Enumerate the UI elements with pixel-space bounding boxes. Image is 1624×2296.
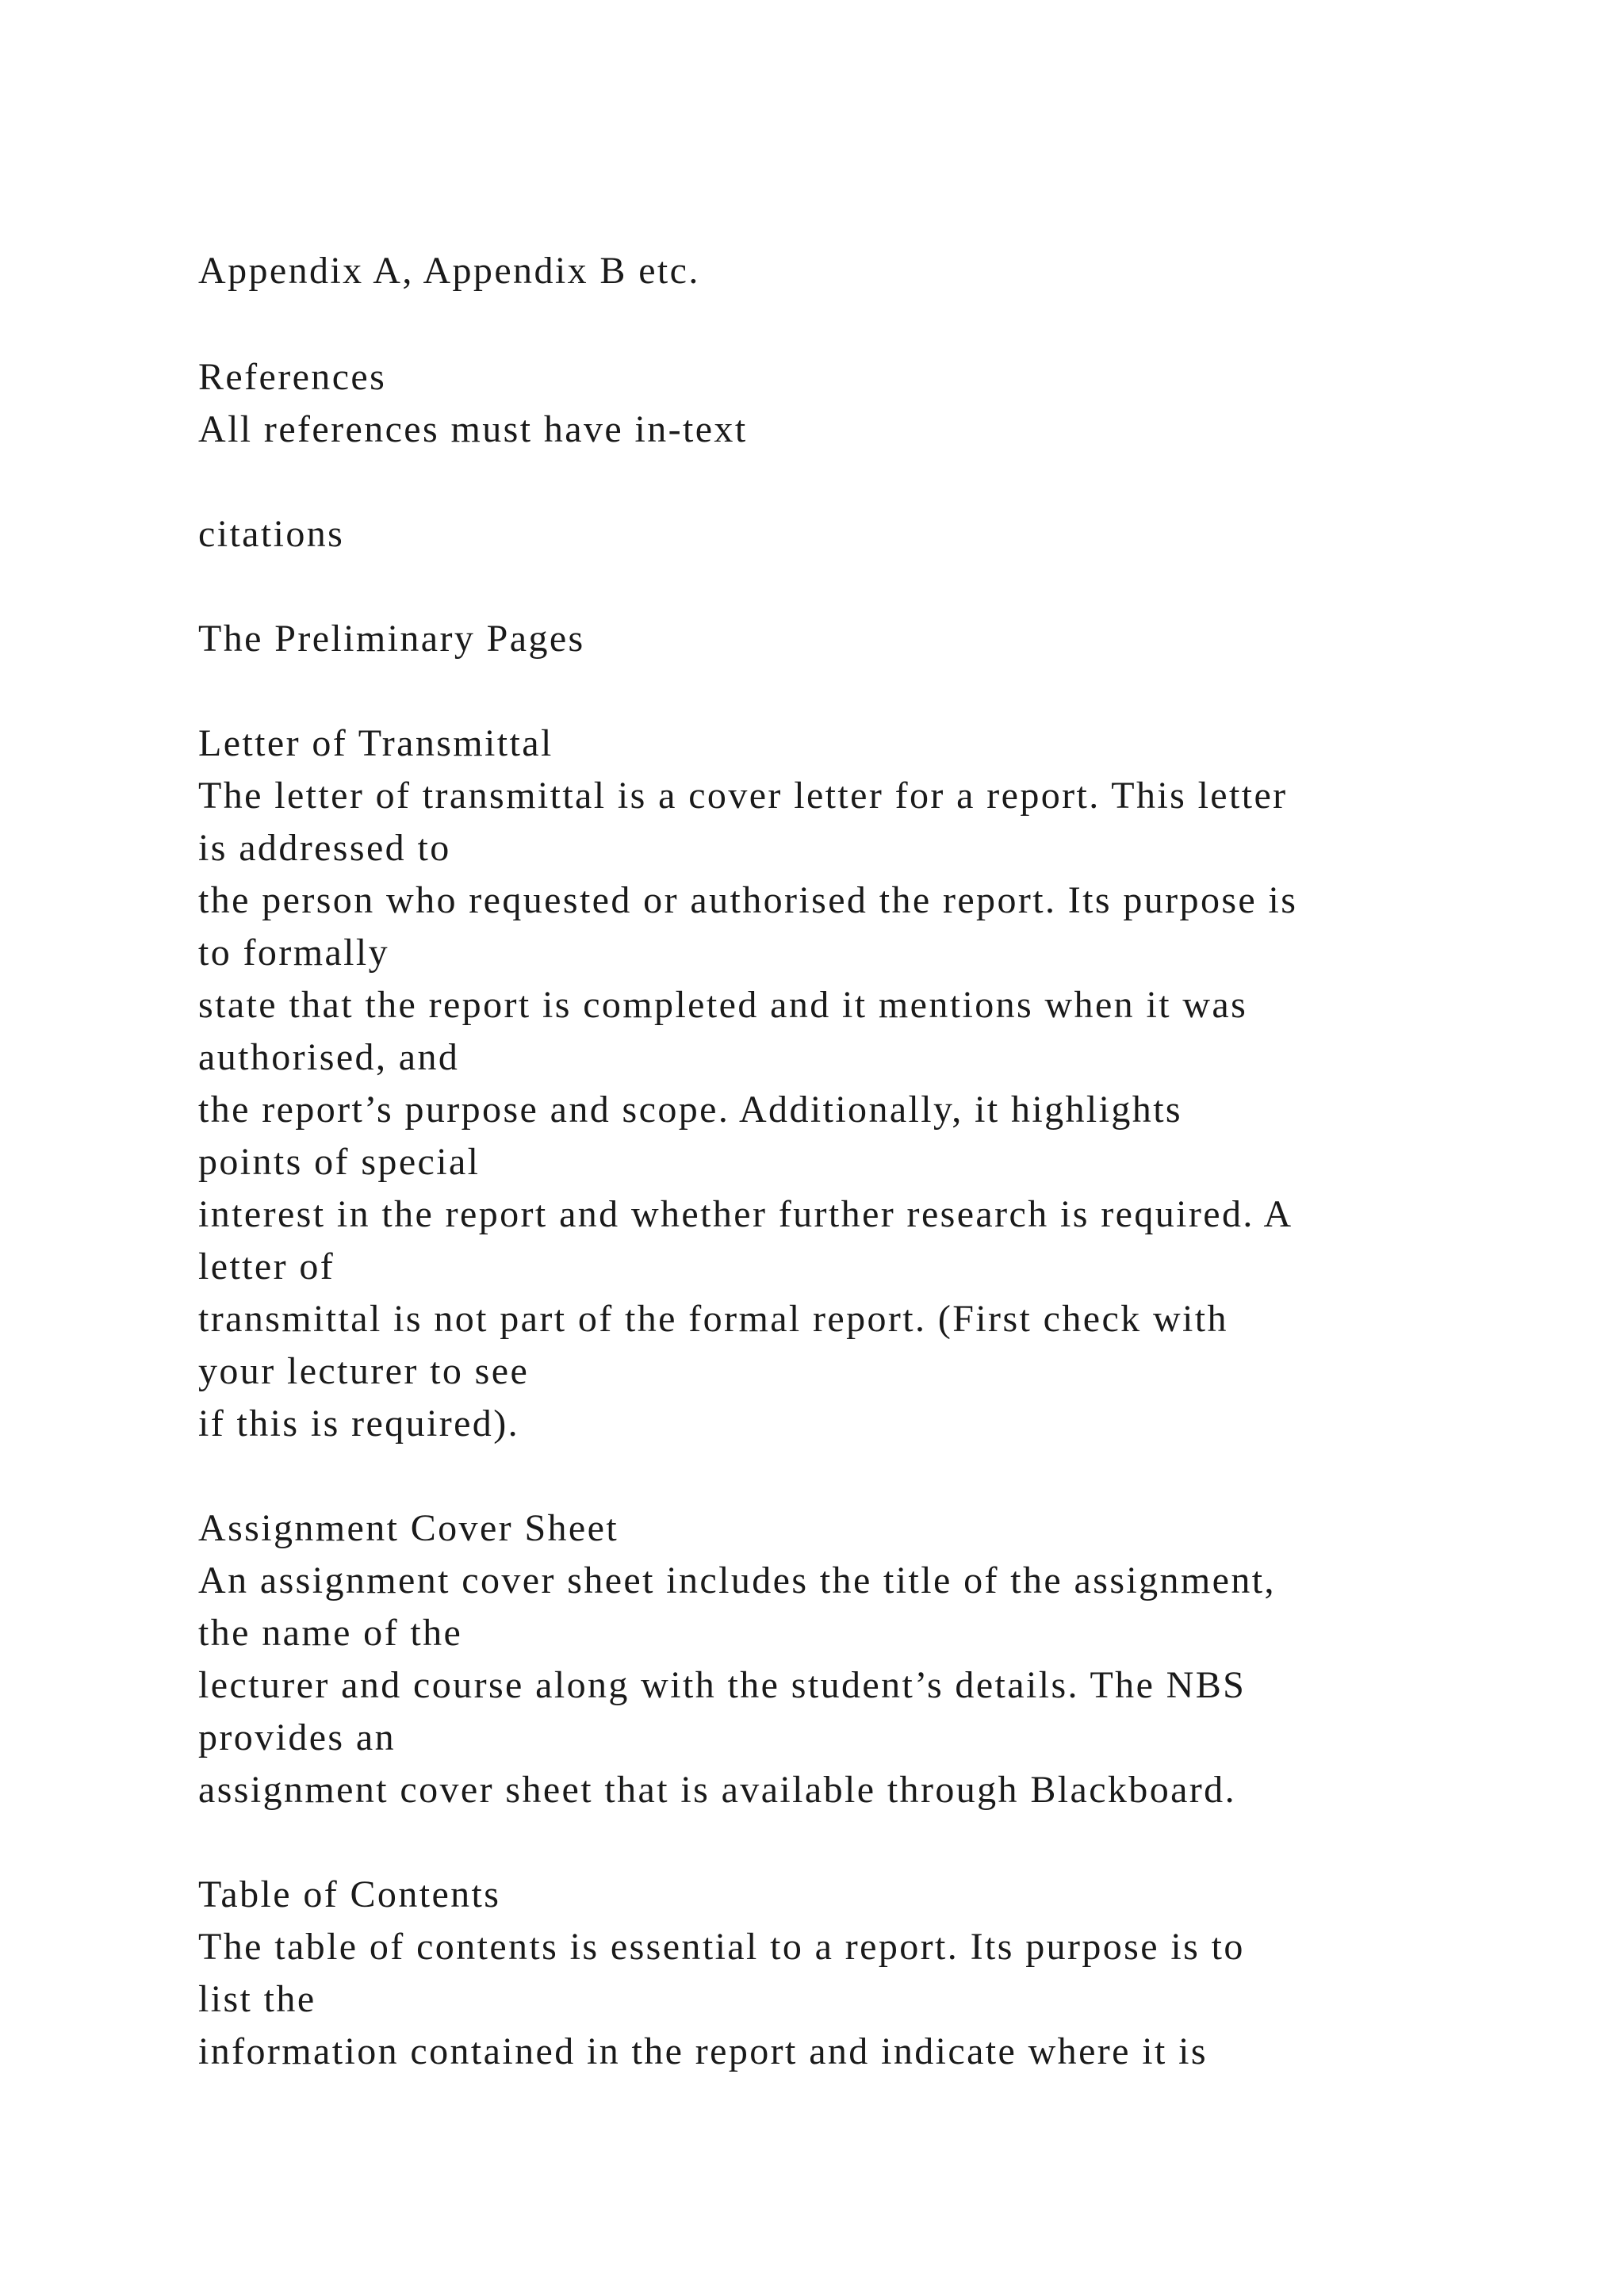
body-line: An assignment cover sheet includes the title of the assignment, bbox=[198, 1559, 1276, 1601]
body-line: the person who requested or authorised the report. Its purpose is bbox=[198, 879, 1298, 921]
body-line: letter of bbox=[198, 1246, 335, 1288]
body-line: is addressed to bbox=[198, 827, 451, 869]
body-line: transmittal is not part of the formal report. (First check with bbox=[198, 1298, 1228, 1340]
body-line: to formally bbox=[198, 932, 390, 974]
body-line: the report’s purpose and scope. Additionally, it highlights bbox=[198, 1089, 1183, 1131]
body-line: your lecturer to see bbox=[198, 1350, 530, 1392]
body-line: list the bbox=[198, 1978, 316, 2020]
section-heading-preliminary-pages: The Preliminary Pages bbox=[198, 618, 585, 660]
body-line: information contained in the report and indicate where it is bbox=[198, 2030, 1208, 2072]
body-line: The letter of transmittal is a cover letter for a report. This letter bbox=[198, 775, 1288, 817]
body-line: the name of the bbox=[198, 1612, 463, 1654]
body-line: authorised, and bbox=[198, 1036, 460, 1078]
body-line: All references must have in-text bbox=[198, 408, 748, 450]
body-line: points of special bbox=[198, 1141, 481, 1183]
section-heading-assignment-cover-sheet: Assignment Cover Sheet bbox=[198, 1507, 619, 1549]
body-line: state that the report is completed and it mentions when it was bbox=[198, 984, 1248, 1026]
section-heading-letter-of-transmittal: Letter of Transmittal bbox=[198, 722, 553, 764]
references-heading: References bbox=[198, 356, 387, 398]
body-line: lecturer and course along with the student’s details. The NBS bbox=[198, 1664, 1247, 1706]
body-line: provides an bbox=[198, 1716, 396, 1758]
body-line: interest in the report and whether further research is required. A bbox=[198, 1193, 1293, 1235]
body-line: assignment cover sheet that is available through Blackboard. bbox=[198, 1769, 1236, 1811]
body-line: The table of contents is essential to a report. Its purpose is to bbox=[198, 1926, 1245, 1968]
body-line: if this is required). bbox=[198, 1402, 519, 1445]
section-heading-table-of-contents: Table of Contents bbox=[198, 1873, 501, 1915]
appendix-line: Appendix A, Appendix B etc. bbox=[198, 250, 700, 292]
body-line: citations bbox=[198, 513, 345, 555]
